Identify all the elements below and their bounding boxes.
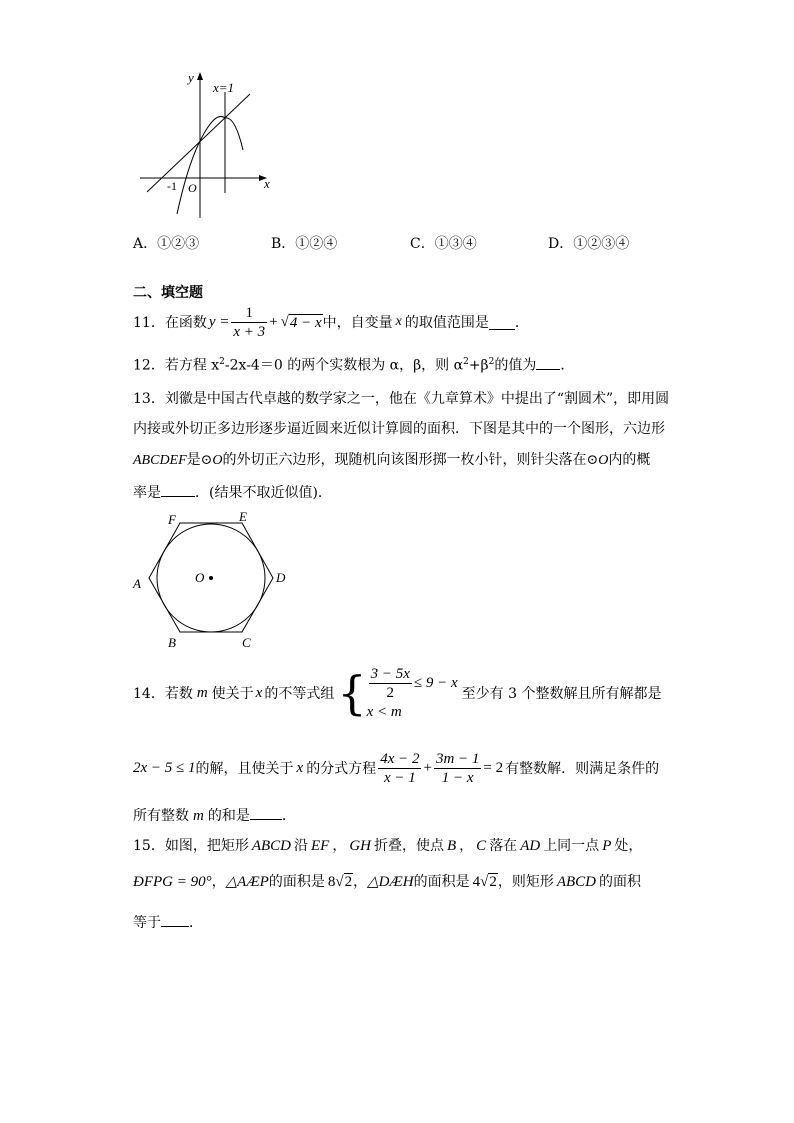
q11-fraction: $\frac{1}{x + 3}$ — [233, 304, 266, 340]
question-11: 11．在函数 y = $\frac{1}{x + 3}$ + √ 4 − x 中，自变量 x 的取值范围是 ． — [133, 304, 529, 340]
option-d[interactable]: D．①②③④ — [548, 236, 630, 252]
label-F: F — [168, 512, 176, 527]
inequality-2: x < m — [366, 704, 402, 720]
answer-blank[interactable] — [161, 482, 195, 497]
equation-fraction-1: $\frac{4x - 2}{x - 1}$ — [380, 750, 420, 786]
question-13-line4: 率是 ．(结果不取近似值)． — [133, 482, 332, 503]
question-14-line1: 14．若数 m 使关于 x 的不等式组 { $\frac{3 - 5x}{2}$ ≤ 9 − x x < m 至少有 3 个整数解且所有解都是 — [133, 666, 662, 720]
question-13-line1: 13．刘徽是中国古代卓越的数学家之一，他在《九章算术》中提出了“割圆术”，即用圆 — [133, 391, 670, 407]
center-dot — [209, 576, 213, 580]
label-O: O — [195, 570, 205, 585]
function-graph — [135, 68, 280, 228]
y-axis-arrow — [197, 72, 203, 80]
option-a[interactable]: A．①②③ — [133, 236, 200, 252]
option-c[interactable]: C．①③④ — [410, 236, 477, 252]
option-b[interactable]: B．①②④ — [271, 236, 338, 252]
question-12: 12．若方程 $x^2-2x-4=0$ 的两个实数根为 α，β，则 $\alpha^2+\beta^2$的值为 ． — [133, 352, 574, 376]
q11-sqrt: 4 − x — [289, 314, 322, 331]
question-15-line2: ÐFPG = 90°，△AÆP的面积是 8√2，△DÆH的面积是 4√2，则矩形 ABCD 的面积 — [133, 874, 642, 890]
question-13-line2: 内接或外切正多边形逐步逼近圆来近似计算圆的面积．下图是其中的一个图形，六边形 — [133, 421, 665, 437]
label-D: D — [276, 570, 286, 585]
question-14-line2: 2x − 5 ≤ 1 的解，且使关于 x 的分式方程 $\frac{4x - 2}{x - 1}$ + $\frac{3m - 1}{1 - x}$ = 2 有整数解．则满足条件的 — [133, 750, 660, 786]
answer-blank[interactable] — [489, 315, 515, 330]
parabola-graph — [177, 116, 243, 214]
label-E: E — [239, 509, 247, 524]
answer-blank[interactable] — [250, 805, 282, 820]
neg-one-label: -1 — [167, 179, 177, 193]
hexagon-figure — [130, 508, 300, 653]
question-15-line1: 15．如图，把矩形 ABCD 沿 EF ， GH 折叠，使点 B ， C 落在 AD 上同一点 P 处， — [133, 838, 643, 854]
line-label: x=1 — [213, 80, 235, 95]
equation-fraction-2: $\frac{3m - 1}{1 - x}$ — [435, 750, 480, 786]
x-label: x — [264, 176, 270, 191]
question-14-line3: 所有整数 m 的和是 ． — [133, 805, 296, 826]
answer-blank[interactable] — [536, 355, 560, 370]
origin-label: O — [188, 181, 197, 195]
question-13-line3: ABCDEF是⊙O的外切正六边形，现随机向该图形掷一枚小针，则针尖落在⊙O内的概 — [133, 452, 651, 468]
label-A: A — [133, 576, 141, 591]
inequality-1-fraction: $\frac{3 - 5x}{2}$ — [370, 666, 410, 701]
answer-blank[interactable] — [161, 912, 189, 927]
question-15-line3: 等于 ． — [133, 912, 203, 933]
y-label: y — [188, 70, 194, 85]
label-B: B — [168, 635, 176, 650]
label-C: C — [242, 635, 251, 650]
section-title: 二、填空题 — [133, 285, 203, 301]
